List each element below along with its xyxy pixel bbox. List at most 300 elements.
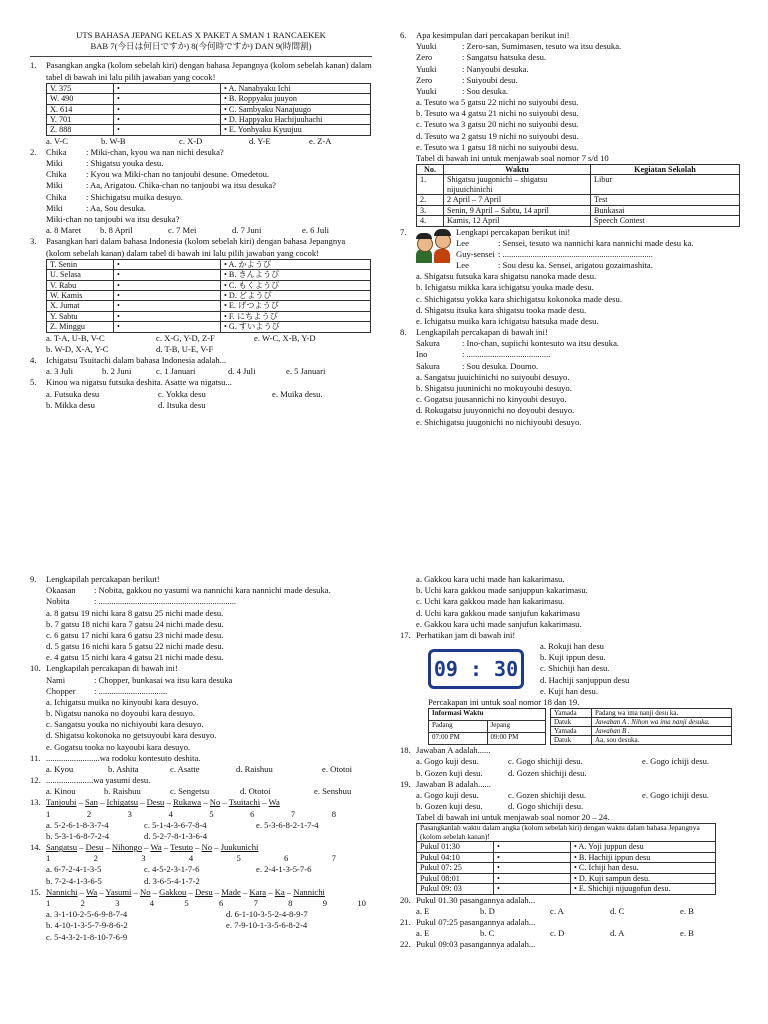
question-12-text: ......................wa yasumi desu. [46, 775, 151, 786]
word-separator: – [195, 842, 200, 853]
option-d[interactable]: d. 5 gatsu 16 nichi kara 5 gatsu 22 nichi made desu. [46, 641, 224, 652]
left-cell: 3. [417, 205, 444, 215]
option-a[interactable]: a. 5-2-6-1-8-3-7-4 [46, 819, 109, 830]
option-d[interactable]: d. T-B, U-E, V-F [156, 343, 214, 354]
question-6-options [400, 97, 742, 153]
word-separator: – [214, 886, 220, 897]
dialog-line [456, 260, 742, 271]
option-c[interactable]: c. 5-1-4-3-6-7-8-4 [144, 819, 207, 830]
left-cell: V. 375 [47, 83, 114, 93]
question-13-options-row-2 [30, 831, 372, 842]
table-7-10-caption: Tabel di bawah ini untuk menjawab soal nomor 7 s/d 10 [416, 152, 609, 163]
dialog-line [46, 675, 372, 686]
dialog-text: Jawaban A . Nihon wa ima nanji desuka. [592, 718, 732, 727]
word-separator: – [140, 797, 145, 808]
scrambled-word: Gakkou [159, 886, 187, 897]
dialog-text: : Nobita, gakkou no yasumi wa nannichi kara nannichi made desuka. [94, 585, 331, 596]
speaker-name: Nobita [46, 596, 70, 607]
dialog-text: : Sou desuka. [462, 85, 509, 96]
option-e[interactable]: e. W-C, X-B, Y-D [254, 332, 316, 343]
question-1-options [30, 136, 372, 147]
question-15-options-row-2 [30, 920, 372, 931]
question-19: 19. Jawaban B adalah...... [400, 779, 742, 790]
question-1-table [46, 83, 371, 136]
dialog-text: : Miki-chan, kyou wa nan nichi desuka? [86, 146, 224, 157]
right-cell: • A. かようび [221, 259, 371, 269]
question-21: 21. Pukul 07:25 pasangannya adalah... [400, 917, 742, 928]
option-c[interactable]: c. A [550, 905, 564, 916]
city-japan: Jepang [487, 721, 546, 733]
question-22-text: Pukul 09:03 pasangannya adalah... [416, 939, 536, 950]
dialog-line [46, 192, 372, 203]
option-d[interactable]: d. 7 Juni [232, 225, 262, 236]
option-d[interactable]: d. 5-2-7-8-1-3-6-4 [144, 830, 208, 841]
question-7-options [400, 271, 742, 327]
table-row [417, 175, 740, 195]
option-b[interactable]: b. Tesuto wa 4 gatsu 21 nichi no suiyoubi desu. [416, 108, 579, 119]
question-10: 10. Lengkapilah percakapan di bawah ini! [30, 663, 372, 674]
speaker-name: Ino [416, 349, 428, 360]
question-3-options-row-1 [30, 333, 372, 344]
middle-cell: • [114, 290, 221, 300]
scrambled-word: Wa [85, 886, 98, 897]
middle-cell: • [114, 322, 221, 332]
question-9-options [30, 608, 372, 664]
question-3-options-row-2 [30, 344, 372, 355]
dialog-text: : Aa, Sou desuka. [86, 202, 146, 213]
dialog-line [46, 686, 372, 697]
option-e[interactable]: e. Muika desu. [272, 388, 323, 399]
question-5-text: Kinou wa nigatsu futsuka deshita. Asatte wa nigatsu... [46, 377, 232, 388]
question-9-dialog [30, 585, 372, 607]
dialog-line [416, 41, 742, 52]
middle-cell: • [114, 114, 221, 124]
left-cell: 1. [417, 175, 444, 195]
option-b[interactable]: b. 5-3-1-6-8-7-2-4 [46, 830, 110, 841]
middle-cell: • [494, 873, 571, 883]
option-d[interactable]: d. Hachiji sanjuppun desu [540, 674, 630, 685]
word-separator: – [152, 886, 157, 897]
middle-cell: • [494, 842, 571, 852]
option-d[interactable]: d. Tesuto wa 2 gatsu 19 nichi no suiyoubi desu. [416, 130, 579, 141]
word-separator: – [166, 797, 171, 808]
question-21-options [400, 928, 742, 939]
option-b[interactable]: b. 4-10-1-3-5-7-9-8-6-2 [46, 920, 128, 931]
option-c[interactable]: c. 5-4-3-2-1-8-10-7-6-9 [46, 931, 128, 942]
word-number: 5 [236, 853, 241, 864]
option-a[interactable]: a. Kyou [46, 763, 74, 774]
option-c[interactable]: c. Sangatsu youka no nichiyoubi kara desuyo. [46, 719, 204, 730]
table-row [47, 322, 371, 332]
option-e[interactable]: e. Shichigatsu juugonichi no nichiyoubi desuyo. [416, 416, 582, 427]
option-b[interactable]: b. C [480, 928, 495, 939]
option-e[interactable]: e. B [680, 928, 694, 939]
speaker-name: Okaasan [46, 585, 76, 596]
right-cell: • E. Yonhyaku Kyuujuu [221, 125, 371, 135]
question-10-options [30, 697, 372, 753]
question-2-dialog [46, 147, 372, 214]
word-separator: – [203, 797, 208, 808]
option-a[interactable]: a. 8 gatsu 19 nichi kara 8 gatsu 25 nichi made desu. [46, 607, 224, 618]
question-20-text: Pukul 01.30 pasangannya adalah... [416, 894, 536, 905]
dialog-text: : Shigatsu youka desu. [86, 158, 164, 169]
dialog-text: : ...................................................................... [498, 248, 653, 259]
dialog-text: : Shichigatsu muika desuyo. [86, 191, 183, 202]
word-separator: – [268, 886, 273, 897]
left-cell: Pukul 01:30 [417, 842, 494, 852]
table-header-no: No. [417, 165, 444, 175]
dialog-text: : Zero-san, Sumimasen, tesuto wa itsu desuka. [462, 41, 622, 52]
table-header-waktu: Waktu [444, 165, 591, 175]
option-b[interactable]: b. Ichigatsu mikka kara ichigatsu youka made desu. [416, 282, 594, 293]
word-number: 7 [331, 853, 336, 864]
option-a[interactable]: a. Rokuji han desu [540, 641, 604, 652]
question-1: 1. Pasangkan angka (kolom sebelah kiri) dengan bahasa Jepangnya (kolom sebelah kanan) dalam tabel di bawah ini lalu pilih jawaban yang cocok! [30, 60, 372, 82]
left-cell: U. Selasa [47, 270, 114, 280]
word-number: 3 [127, 808, 132, 819]
option-b[interactable]: b. Shigatsu juuninichi no mokuyoubi desuyo. [416, 383, 572, 393]
right-cell: • F. にちようび [221, 311, 371, 321]
option-d[interactable]: d. Shigatsu kokonoka no getsuyoubi kara desuyo. [46, 730, 217, 741]
table-7-10 [416, 164, 740, 227]
speaker-name: Sakura [416, 360, 440, 371]
option-a[interactable]: a. Shigatsu futsuka kara shigatsu nanoka made desu. [416, 271, 597, 282]
option-e[interactable]: e. Senshuu [314, 786, 352, 797]
option-a[interactable]: a. 3-1-10-2-5-6-9-8-7-4 [46, 909, 128, 920]
option-a[interactable]: a. Gakkou kara uchi made han kakarimasu. [416, 574, 565, 584]
dialog-line [46, 203, 372, 214]
question-21-text: Pukul 07:25 pasangannya adalah... [416, 916, 536, 927]
option-e[interactable]: e. 6 Juli [302, 225, 329, 236]
dialog-line [416, 64, 742, 75]
option-d[interactable]: d. Shigatsu itsuka kara shigatsu tooka made desu. [416, 304, 587, 315]
middle-cell: Senin, 9 April – Sabtu, 14 april [444, 205, 591, 215]
scrambled-word: Made [221, 886, 241, 897]
question-18-19-info [400, 708, 742, 745]
speaker-name: Lee [456, 260, 469, 271]
question-9: 9. Lengkapilah percakapan berikut! [30, 574, 372, 585]
option-b[interactable]: b. Gozen kuji desu. [416, 801, 483, 812]
option-a[interactable]: a. 3 Juli [46, 366, 73, 377]
option-d[interactable]: d. Itsuka desu [158, 399, 206, 410]
option-a[interactable]: a. 8 Maret [46, 225, 82, 236]
word-separator: – [100, 797, 105, 808]
scrambled-word: Desu [146, 797, 165, 808]
option-b[interactable]: b. W-D, X-A, Y-C [46, 343, 109, 354]
scrambled-word: Wa [150, 842, 162, 853]
middle-cell: • [114, 94, 221, 104]
option-d[interactable]: d. Gogo shichiji desu. [508, 801, 584, 812]
left-cell: W. Kamis [47, 290, 114, 300]
word-number: 2 [93, 853, 98, 864]
question-8-text: Lengkapilah percakapan di bawah ini! [416, 327, 548, 338]
question-2-question: Miki-chan no tanjoubi wa itsu desuka? [46, 214, 180, 224]
option-b[interactable]: b. D [480, 905, 495, 916]
word-separator: – [133, 886, 138, 897]
table-row [47, 83, 371, 93]
word-separator: – [144, 842, 149, 853]
option-c[interactable]: c. Gogo shichiji desu. [508, 756, 583, 767]
right-cell: • A. Nanahyaku Ichi [221, 83, 371, 93]
speaker-name: Yuuki [416, 63, 437, 74]
right-cell: • C. もくようび [221, 280, 371, 290]
left-cell: X. Jumat [47, 301, 114, 311]
option-b[interactable]: b. 8 April [100, 225, 133, 236]
option-e[interactable]: e. Tesuto wa 1 gatsu 18 nichi no suiyoubi desu. [416, 141, 579, 152]
option-c[interactable]: c. 1 Januari [156, 366, 196, 377]
option-c[interactable]: c. D [550, 928, 565, 939]
option-e[interactable]: e. 5-3-6-8-2-1-7-4 [256, 819, 319, 830]
left-cell: Z. 888 [47, 125, 114, 135]
option-e[interactable]: e. Gogatsu tooka no kayoubi kara desuyo. [46, 741, 191, 752]
option-b[interactable]: b. Mikka desu [46, 399, 95, 410]
option-d[interactable]: d. 3-6-5-4-1-7-2 [144, 875, 200, 886]
question-12-options [30, 786, 372, 797]
option-a[interactable]: a. Kinou [46, 786, 76, 797]
table-row [47, 94, 371, 104]
scrambled-word: Yasumi [105, 886, 132, 897]
option-c[interactable]: c. 7 Mei [168, 225, 197, 236]
option-b[interactable]: b. Nigatsu nanoka no doyoubi kara desuyo. [46, 708, 195, 719]
question-11: 11. .........................wa rodoku kontesuto deshita. [30, 753, 372, 764]
table-row [417, 216, 740, 226]
option-e[interactable]: e. 4 gatsu 15 nichi kara 4 gatsu 21 nichi made desu. [46, 652, 224, 663]
time-info-title: Informasi Waktu [429, 709, 546, 721]
right-cell: Bunkasai [591, 205, 740, 215]
question-15: 15. Nannichi – Wa – Yasumi – No – Gakkou – Desu – Made – Kara – Ka – Nannichi [30, 887, 372, 898]
middle-cell: Shigatsu juugonichi – shigatsu nijuuichinichi [444, 175, 591, 195]
word-separator: – [188, 886, 193, 897]
dialog-text: Padang wa ima nanji desu ka. [592, 709, 732, 718]
question-4-options [30, 366, 372, 377]
page-2 [0, 512, 768, 1024]
speaker-name: Zero [416, 74, 433, 85]
scrambled-word: Tanjoubi [46, 797, 77, 808]
option-d[interactable]: d. Y-E [249, 135, 271, 146]
option-d[interactable]: d. Uchi kara gakkou made sanjufun kakarimasu [416, 607, 580, 618]
scrambled-word: Sangatsu [46, 842, 78, 853]
dialog-text: : Nanyoubi desuka. [462, 63, 529, 74]
question-8-options [400, 372, 742, 428]
time-info-table [428, 708, 546, 745]
option-c[interactable]: c. Tesuto wa 3 gatsu 20 nichi no suiyoubi desu. [416, 119, 579, 130]
option-b[interactable]: b. 2 Juni [102, 366, 132, 377]
option-e[interactable]: e. 7-9-10-1-3-5-6-8-2-4 [226, 920, 308, 931]
word-separator: – [163, 842, 169, 853]
left-cell: T. Senin [47, 259, 114, 269]
dialog-text: : Aa, Arigatou. Chika-chan no tanjoubi wa itsu desuka? [86, 180, 276, 191]
middle-cell: • [114, 125, 221, 135]
table-row [417, 884, 716, 894]
scrambled-word: No [201, 842, 213, 853]
word-number: 1 [46, 853, 51, 864]
option-c[interactable]: c. Shichigatsu yokka kara shichigatsu kokonoka made desu. [416, 293, 622, 304]
option-d[interactable]: d. Raishuu [236, 763, 273, 774]
option-b[interactable]: b. Kuji ippun desu. [540, 652, 606, 663]
option-b[interactable]: b. Raishuu [104, 786, 141, 797]
speaker-name: Lee [456, 237, 469, 248]
option-c[interactable]: c. Asatte [170, 763, 200, 774]
word-separator: – [79, 886, 84, 897]
word-number: 9 [322, 897, 328, 908]
table-row [47, 290, 371, 300]
option-e[interactable]: e. B [680, 905, 694, 916]
middle-cell: • [494, 863, 571, 873]
word-number: 6 [218, 897, 224, 908]
question-7-dialog [456, 238, 742, 272]
speaker-name: Yamada [551, 709, 592, 718]
option-a[interactable]: a. Gogo kuji desu. [416, 789, 479, 800]
option-a[interactable]: a. Ichigatsu muika no kinyoubi kara desuyo. [46, 696, 199, 707]
word-separator: – [242, 886, 248, 897]
middle-cell: • [114, 83, 221, 93]
middle-cell: • [494, 852, 571, 862]
table-row [47, 301, 371, 311]
word-separator: – [262, 797, 267, 808]
table-row [417, 205, 740, 215]
word-separator: – [99, 886, 104, 897]
scrambled-word: No [209, 797, 221, 808]
speaker-name: Miki [46, 202, 63, 213]
dialog-text: : Suiyoubi desu. [462, 74, 518, 85]
option-d[interactable]: d. Rokugatsu juuyonnichi no doyoubi desuyo. [416, 405, 575, 416]
right-cell: • B. Roppyaku juuyon [221, 94, 371, 104]
speaker-name: Yuuki [416, 41, 437, 52]
option-a[interactable]: a. 6-7-2-4-1-3-5 [46, 864, 102, 875]
speaker-name: Chika [46, 191, 67, 202]
speaker-name: Miki [46, 180, 63, 191]
speaker-name: Miki [46, 158, 63, 169]
option-c[interactable]: c. Gozen shichiji desu. [508, 789, 587, 800]
table-row [551, 727, 732, 736]
option-b[interactable]: b. Uchi kara gakkou made sanjuppun kakarimasu. [416, 585, 588, 596]
question-20-options [400, 906, 742, 917]
scrambled-word: Ka [274, 886, 285, 897]
question-14-options-row-2 [30, 876, 372, 887]
time-dialog-table [550, 708, 732, 745]
option-a[interactable]: a. Gogo kuji desu. [416, 756, 479, 767]
option-b[interactable]: b. 7 gatsu 18 nichi kara 7 gatsu 24 nichi made desu. [46, 618, 224, 629]
scrambled-word: Desu [194, 886, 213, 897]
option-c[interactable]: c. Yokka desu [158, 388, 206, 399]
left-cell: Pukul 04:10 [417, 852, 494, 862]
word-separator: – [105, 842, 110, 853]
header-divider [30, 56, 372, 57]
option-e[interactable]: e. Z-A [309, 135, 332, 146]
option-b[interactable]: b. 7-2-4-1-3-6-5 [46, 875, 102, 886]
word-number: 8 [331, 808, 336, 819]
option-c[interactable]: c. Gogatsu juusannichi no kinyoubi desuyo. [416, 394, 567, 405]
table-20-24 [416, 823, 716, 894]
dialog-text: : Sensei, tesuto wa nannichi kara nannichi made desu ka. [498, 237, 694, 248]
question-14-numbers [30, 853, 336, 864]
word-separator: – [78, 797, 83, 808]
dialog-text: : Chopper, bunkasai wa itsu kara desuka [94, 674, 233, 685]
right-cell: • B. Hachiji ippun desu [571, 852, 716, 862]
scrambled-word: Wa [268, 797, 280, 808]
question-11-options [30, 764, 372, 775]
dialog-text: Jawaban B . [592, 727, 732, 736]
option-a[interactable]: a. Tesuto wa 5 gatsu 22 nichi no suiyoubi desu. [416, 97, 579, 108]
question-1-table-wrap [30, 83, 372, 136]
page-2-right-column [400, 574, 742, 1024]
dialog-text: : ................................................................ [94, 596, 237, 607]
option-a[interactable]: a. E [416, 905, 430, 916]
table-row [417, 852, 716, 862]
middle-cell: • [114, 280, 221, 290]
option-d[interactable]: d. Ototoi [240, 786, 271, 797]
option-c[interactable]: c. X-G, Y-D, Z-F [156, 332, 215, 343]
option-d[interactable]: d. Gozen shichiji desu. [508, 767, 587, 778]
question-17-options [540, 641, 629, 697]
question-18-19-caption: Percakapan ini untuk soal nomor 18 dan 19. [428, 696, 580, 707]
option-e[interactable]: e. Kuji han desu. [540, 685, 598, 696]
question-16-options [400, 574, 742, 630]
option-e[interactable]: e. Gogo ichiji desu. [642, 789, 710, 800]
middle-cell: • [114, 259, 221, 269]
option-a[interactable]: a. E [416, 928, 430, 939]
right-cell: • B. きんようび [221, 270, 371, 280]
right-cell: • A. Yoji juppun desu [571, 842, 716, 852]
speaker-name: Zero [416, 52, 433, 63]
dialog-line [46, 180, 372, 191]
question-15-words [46, 887, 372, 898]
exam-subtitle: BAB 7(今日は何日ですか) 8(今何時ですか) DAN 9(時間割) [90, 41, 312, 52]
option-e[interactable]: e. Ototoi [322, 763, 353, 774]
option-c[interactable]: c. 6 gatsu 17 nichi kara 6 gatsu 23 nichi made desu. [46, 629, 224, 640]
table-row [47, 270, 371, 280]
left-cell: Pukul 09: 03 [417, 884, 494, 894]
option-c[interactable]: c. X-D [179, 135, 203, 146]
option-d[interactable]: d. C [610, 905, 625, 916]
question-19-options-row-2 [400, 801, 742, 812]
table-row [551, 736, 732, 745]
option-a[interactable]: a. V-C [46, 135, 68, 146]
option-c[interactable]: c. Uchi kara gakkou made han kakarimasu. [416, 596, 565, 607]
question-7: 7. Lengkapi percakapan berikut ini! Lee : Sensei, tesuto wa nannichi kara nannichi made desu ka. Guy-sensei : ...................................................................... Lee : Sou desu ka. Sensei, arigatou gozaimashita. [400, 227, 742, 272]
option-b[interactable]: b. W-B [101, 135, 126, 146]
word-number: 6 [284, 853, 289, 864]
time-japan: 09:00 PM [487, 733, 546, 745]
option-b[interactable]: b. Gozen kuji desu. [416, 767, 483, 778]
scrambled-word: Kara [249, 886, 267, 897]
option-a[interactable]: a. T-A, U-B, V-C [46, 332, 105, 343]
option-c[interactable]: c. Shichiji han desu. [540, 663, 610, 674]
right-cell: • C. Sambyaku Nanajuugo [221, 104, 371, 114]
option-a[interactable]: a. Sangatsu juuichinichi no suiyoubi desuyo. [416, 371, 570, 382]
option-d[interactable]: d. 6-1-10-3-5-2-4-8-9-7 [226, 909, 308, 920]
option-d[interactable]: d. 4 Juli [228, 366, 256, 377]
option-c[interactable]: c. 4-5-2-3-1-7-6 [144, 864, 200, 875]
option-e[interactable]: e. 5 Januari [286, 366, 326, 377]
speaker-name: Guy-sensei [456, 248, 495, 259]
option-e[interactable]: e. Gogo ichiji desu. [642, 756, 710, 767]
dialog-line [416, 338, 742, 349]
right-cell: • C. Ichiji han desu. [571, 863, 716, 873]
speaker-name: Chika [46, 146, 67, 157]
table-row [417, 195, 740, 205]
option-c[interactable]: c. Sengetsu [170, 786, 210, 797]
question-15-options-row-3 [30, 932, 372, 943]
question-10-dialog [30, 675, 372, 697]
option-e[interactable]: e. Ichigatsu muika kara ichigatsu hatsuka made desu. [416, 315, 599, 326]
option-b[interactable]: b. Ashita [108, 763, 139, 774]
option-d[interactable]: d. A [610, 928, 625, 939]
option-e[interactable]: e. 2-4-1-3-5-7-6 [256, 864, 312, 875]
option-a[interactable]: a. Futsuka desu [46, 388, 100, 399]
time-padang: 07:00 PM [429, 733, 488, 745]
option-e[interactable]: e. Gakkou kara uchi made sanjufun kakarimasu. [416, 618, 582, 629]
